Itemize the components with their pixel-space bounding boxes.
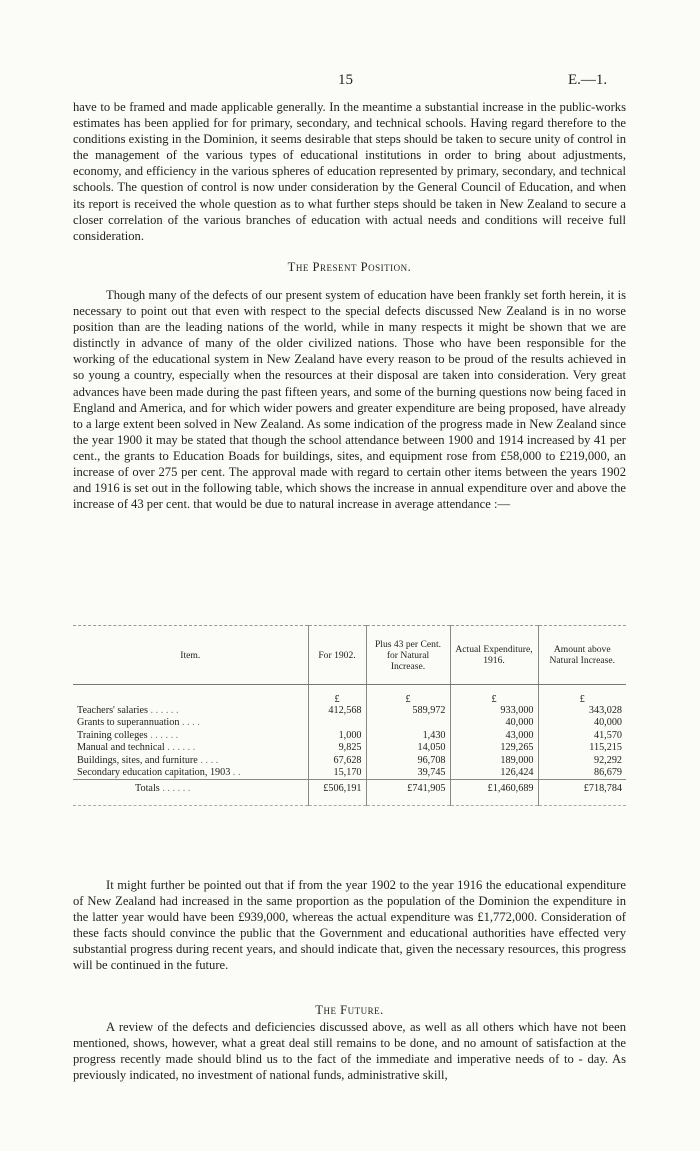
paragraph-intro: [73, 99, 626, 244]
cell-for-1902: 1,000: [308, 730, 366, 742]
unit-cell: £: [450, 685, 538, 706]
cell-actual-1916: 126,424: [450, 767, 538, 780]
total-plus-43: £741,905: [366, 780, 450, 800]
unit-cell: £: [538, 685, 626, 706]
paragraph-comparison: [73, 877, 626, 974]
table-row: [73, 742, 626, 754]
table-header-row: [73, 626, 626, 685]
row-label: Manual and technical: [77, 742, 165, 754]
cell-amount-above: 86,679: [538, 767, 626, 780]
leader-dots: . . . . . .: [167, 742, 196, 754]
table-row: [73, 717, 626, 729]
paragraph-present-position: [73, 287, 626, 512]
leader-dots: . . . . . .: [150, 705, 179, 716]
cell-plus-43: 1,430: [366, 730, 450, 742]
paragraph-text: It might further be pointed out that if from the year 1902 to the year 1916 the educational expenditure of New Zealand had increased in the same proportion as the population of the Dominion the expenditure in the latter year would have been £939,000, whereas the actual expenditure was £1,772,000. Consideration of these facts should convince the public that the Government and educational authorities have effected very substantial progress during recent years, and should indicate that, given the necessary resources, this progress will be continued in the future.: [73, 878, 626, 973]
paragraph-text: have to be framed and made applicable generally. In the meantime a substantial increase in the public-works estimates has been applied for for primary, secondary, and technical schools. Having regard therefore to the conditions existing in the Dominion, it seems desirable that steps should be taken to secure unity of control in the management of the various types of educational institutions in order to bring about adjustments, economy, and efficiency in the various spheres of education represented by primary, secondary, and technical schools. The question of control is now under consideration by the General Council of Education, and when its report is received the whole question as to what further steps should be taken in New Zealand to secure a closer correlation of the various branches of education with actual needs and conditions will receive full consideration.: [73, 100, 626, 243]
page-number: 15: [338, 72, 353, 88]
header-actual-1916: Actual Expenditure, 1916.: [450, 626, 538, 685]
totals-label: Totals: [135, 783, 160, 795]
cell-actual-1916: 40,000: [450, 717, 538, 729]
paragraph-text: A review of the defects and deficiencies discussed above, as well as all others which have not been mentioned, shows, however, what a great deal still remains to be done, and no amount of satisfaction at the progress recently made should blind us to the fact of the immediate and imperative needs of to - day. As previously indicated, no investment of national funds, administrative skill,: [73, 1020, 626, 1083]
unit-row: [73, 685, 626, 706]
cell-plus-43: 39,745: [366, 767, 450, 780]
section-heading-future: The Future.: [315, 1003, 384, 1017]
total-actual-1916: £1,460,689: [450, 780, 538, 800]
cell-amount-above: 40,000: [538, 717, 626, 729]
unit-cell: £: [366, 685, 450, 706]
cell-for-1902: 9,825: [308, 742, 366, 754]
document-reference: E.—1.: [568, 72, 608, 88]
totals-row: [73, 780, 626, 800]
cell-for-1902: 412,568: [308, 705, 366, 717]
row-label: Grants to superannuation: [77, 717, 180, 729]
leader-dots: . . . .: [200, 754, 219, 766]
cell-amount-above: 92,292: [538, 755, 626, 767]
paragraph-future: [73, 1019, 626, 1083]
cell-for-1902: 15,170: [308, 767, 366, 780]
cell-actual-1916: 189,000: [450, 755, 538, 767]
header-amount-above: Amount above Natural Increase.: [538, 626, 626, 685]
table-row: [73, 755, 626, 767]
row-label: Teachers' salaries: [77, 705, 148, 716]
cell-actual-1916: 933,000: [450, 705, 538, 717]
total-for-1902: £506,191: [308, 780, 366, 800]
cell-actual-1916: 43,000: [450, 730, 538, 742]
cell-plus-43: [366, 717, 450, 729]
cell-plus-43: 589,972: [366, 705, 450, 717]
row-label: Secondary education capitation, 1903: [77, 767, 231, 779]
cell-plus-43: 14,050: [366, 742, 450, 754]
leader-dots: . . . . . .: [150, 729, 179, 741]
row-label: Buildings, sites, and furniture: [77, 754, 198, 766]
row-label: Training colleges: [77, 729, 148, 741]
cell-for-1902: 67,628: [308, 755, 366, 767]
expenditure-table: [73, 625, 626, 806]
cell-amount-above: 115,215: [538, 742, 626, 754]
cell-actual-1916: 129,265: [450, 742, 538, 754]
cell-amount-above: 41,570: [538, 730, 626, 742]
leader-dots: . .: [232, 767, 241, 779]
leader-dots: . . . .: [181, 717, 200, 729]
table-row: [73, 705, 626, 717]
leader-dots: . . . . . .: [162, 783, 191, 795]
header-item: Item.: [73, 626, 308, 685]
cell-amount-above: 343,028: [538, 705, 626, 717]
table-row: [73, 767, 626, 780]
unit-cell: £: [308, 685, 366, 706]
paragraph-text: Though many of the defects of our present system of education have been frankly set forth herein, it is necessary to point out that even with respect to the special defects discussed New Zealand is in no worse position than are the leading nations of the world, while in many respects it might be shown that we are distinctly in advance of many of the older civilized nations. Those who have been responsible for the working of the educational system in New Zealand have every reason to be proud of the results achieved in so young a country, especially when the resources at their disposal are taken into consideration. Very great advances have been made during the past fifteen years, and some of the burning questions now being faced in England and America, and for which wider powers and greater expenditure are being proposed, have already to a large extent been solved in New Zealand. As some indication of the progress made in New Zealand since the year 1900 it may be stated that though the school attendance between 1900 and 1914 increased by 41 per cent., the grants to Education Boads for buildings, sites, and equipment rose from £58,000 to £219,000, an increase of over 275 per cent. The approval made with regard to certain other items between the years 1902 and 1916 is set out in the following table, which shows the increase in annual expenditure over and above the increase of 43 per cent. that would be due to natural increase in average attendance :—: [73, 288, 626, 512]
table-row: [73, 730, 626, 742]
header-plus-43: Plus 43 per Cent. for Natural Increase.: [366, 626, 450, 685]
table-footer-rule: [73, 799, 626, 806]
cell-for-1902: [308, 717, 366, 729]
section-heading-present-position: The Present Position.: [287, 260, 412, 274]
total-amount-above: £718,784: [538, 780, 626, 800]
cell-plus-43: 96,708: [366, 755, 450, 767]
header-for-1902: For 1902.: [308, 626, 366, 685]
